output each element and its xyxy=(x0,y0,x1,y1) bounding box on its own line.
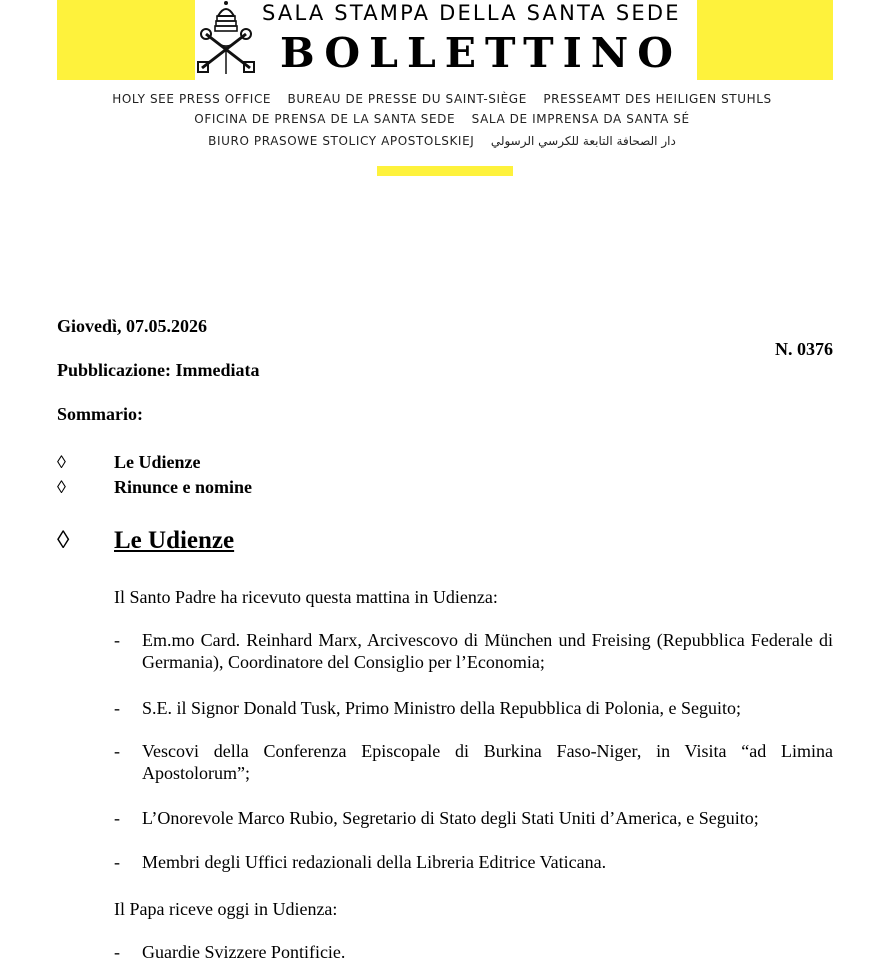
list-item-text: Guardie Svizzere Pontificie. xyxy=(142,942,346,962)
office-name-es: OFICINA DE PRENSA DE LA SANTA SEDE xyxy=(194,112,456,126)
diamond-icon: ◊ xyxy=(57,477,66,497)
office-names-line-1 xyxy=(0,92,884,106)
summary-item-label: Le Udienze xyxy=(114,452,201,472)
office-name-de: PRESSEAMT DES HEILIGEN STUHLS xyxy=(543,92,772,106)
office-names-line-2 xyxy=(0,112,884,126)
list-item xyxy=(114,851,833,873)
list-item-text: Membri degli Uffici redazionali della Libreria Editrice Vaticana. xyxy=(142,852,607,872)
summary-item-label: Rinunce e nomine xyxy=(114,477,253,497)
dash-bullet: - xyxy=(114,808,120,828)
publication-status: Pubblicazione: Immediata xyxy=(57,360,260,380)
list-item-text: S.E. il Signor Donald Tusk, Primo Ministro della Repubblica di Polonia, e Seguito; xyxy=(142,698,742,718)
diamond-icon: ◊ xyxy=(57,452,66,472)
section-intro: Il Santo Padre ha ricevuto questa mattina in Udienza: xyxy=(114,587,498,607)
masthead-accent-left xyxy=(57,0,195,80)
section-heading xyxy=(57,526,234,556)
dash-bullet: - xyxy=(114,852,120,872)
bulletin-date: Giovedì, 07.05.2026 xyxy=(57,316,208,336)
diamond-icon: ◊ xyxy=(57,527,70,554)
list-item-text: Vescovi della Conferenza Episcopale di Burkina Faso-Niger, in Visita “ad Limina Apostolorum”; xyxy=(142,741,833,783)
list-item xyxy=(114,740,833,784)
list-item xyxy=(114,807,833,829)
masthead-accent-right xyxy=(697,0,833,80)
summary-item xyxy=(57,476,252,498)
list-item-text: Em.mo Card. Reinhard Marx, Arcivescovo di München und Freising (Repubblica Federale di Germania), Coordinatore del Consiglio per l’Economia; xyxy=(142,630,833,672)
dash-bullet: - xyxy=(114,630,120,650)
office-name-pt: SALA DE IMPRENSA DA SANTA SÉ xyxy=(471,112,690,126)
office-names-line-3 xyxy=(0,134,884,148)
masthead-top-line: SALA STAMPA DELLA SANTA SEDE xyxy=(262,1,681,25)
list-item xyxy=(114,697,833,719)
dash-bullet: - xyxy=(114,698,120,718)
office-name-ar: دار الصحافة التابعة للكرسي الرسولي xyxy=(490,134,676,148)
summary-item xyxy=(57,451,200,473)
section-heading-label: Le Udienze xyxy=(114,527,235,554)
summary-label: Sommario: xyxy=(57,404,143,424)
office-name-en: HOLY SEE PRESS OFFICE xyxy=(112,92,272,106)
list-item xyxy=(114,629,833,673)
section-intro-2: Il Papa riceve oggi in Udienza: xyxy=(114,899,338,919)
bulletin-number: N. 0376 xyxy=(775,339,833,359)
office-name-fr: BUREAU DE PRESSE DU SAINT-SIÈGE xyxy=(287,92,527,106)
dash-bullet: - xyxy=(114,741,120,761)
office-name-pl: BIURO PRASOWE STOLICY APOSTOLSKIEJ xyxy=(208,134,475,148)
masthead-title: BOLLETTINO xyxy=(280,29,682,77)
list-item xyxy=(114,941,833,963)
masthead-divider-bar xyxy=(377,166,513,176)
dash-bullet: - xyxy=(114,942,120,962)
list-item-text: L’Onorevole Marco Rubio, Segretario di Stato degli Stati Uniti d’America, e Seguito; xyxy=(142,808,759,828)
papal-emblem-icon xyxy=(194,0,258,76)
